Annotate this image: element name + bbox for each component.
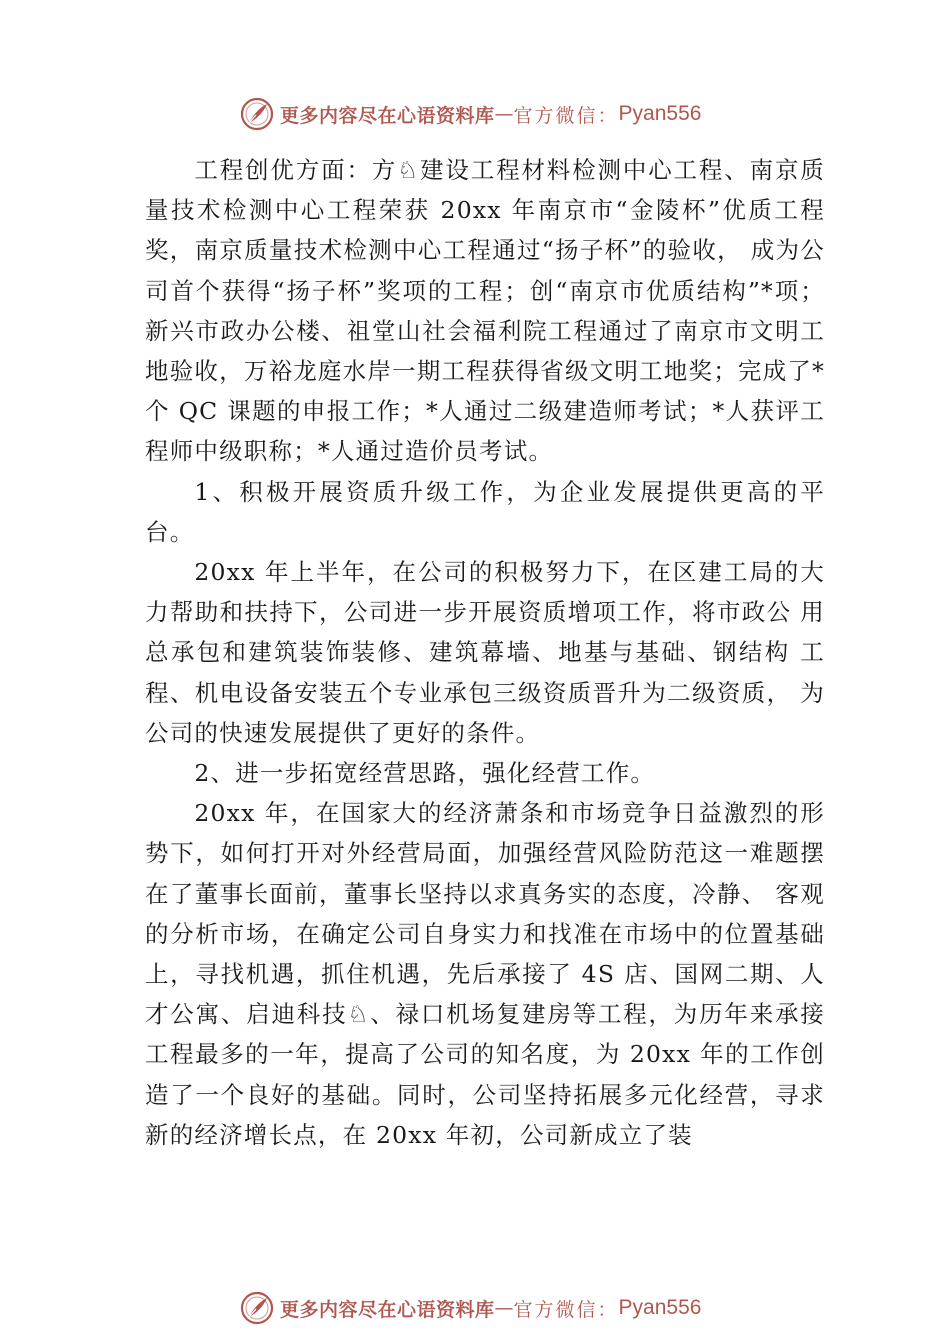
footer-slogan: 更多内容尽在心语资料库	[280, 1298, 495, 1321]
header-slogan: 更多内容尽在心语资料库	[280, 104, 495, 127]
quill-logo-icon	[240, 97, 274, 131]
paragraph-business: 20xx 年，在国家大的经济萧条和市场竞争日益激烈的形势下，如何打开对外经营局面，加强经营风险防范这一难题摆在了董事长面前，董事长坚持以求真务实的态度，冷静、 客观的分析市场，在确定公司自身实力和找准在市场中的位置基础上，寻找机遇，抓住机遇，先后承接了 4S 店、国网二期、人才公寓、启迪科技♘、禄口机场复建房等工程，为历年来承接工程最多的一年，提高了公司的知名度，为 20xx 年的工作创造了一个良好的基础。同时，公司坚持拓展多元化经营，寻求新的经济增长点，在 20xx 年初，公司新成立了装	[145, 799, 825, 1149]
footer-wechat-label: 官方微信：	[513, 1298, 619, 1321]
paragraph-qualification: 20xx 年上半年，在公司的积极努力下，在区建工局的大力帮助和扶持下，公司进一步开展资质增项工作，将市政公 用总承包和建筑装饰装修、建筑幕墙、地基与基础、钢结构 工程、机电设备安装五个专业承包三级资质晋升为二级资质， 为公司的快速发展提供了更好的条件。	[145, 558, 825, 747]
header-dash: —	[494, 103, 514, 125]
document-body	[145, 150, 825, 1155]
footer-watermark	[240, 1290, 701, 1326]
footer-wechat-id: Pyan556	[618, 1296, 702, 1319]
header-wechat-id: Pyan556	[618, 102, 702, 125]
paragraph-heading-1: 1、积极开展资质升级工作，为企业发展提供更高的平台。	[145, 477, 825, 546]
quill-logo-icon	[240, 1291, 274, 1325]
paragraph-awards: 工程创优方面：方♘建设工程材料检测中心工程、南京质量技术检测中心工程荣获 20xx 年南京市“金陵杯”优质工程奖，南京质量技术检测中心工程通过“扬子杯”的验收， 成为公司首个获得“扬子杯”奖项的工程；创“南京市优质结构”*项；新兴市政办公楼、祖堂山社会福利院工程通过了南京市文明工地验收，万裕龙庭水岸一期工程获得省级文明工地奖；完成了*个 QC 课题的申报工作；*人通过二级建造师考试；*人获评工程师中级职称；*人通过造价员考试。	[145, 156, 825, 466]
header-wechat-label: 官方微信：	[513, 104, 619, 127]
footer-dash: —	[494, 1297, 514, 1319]
header-watermark	[240, 96, 701, 132]
paragraph-heading-2: 2、进一步拓宽经营思路，强化经营工作。	[194, 759, 656, 788]
